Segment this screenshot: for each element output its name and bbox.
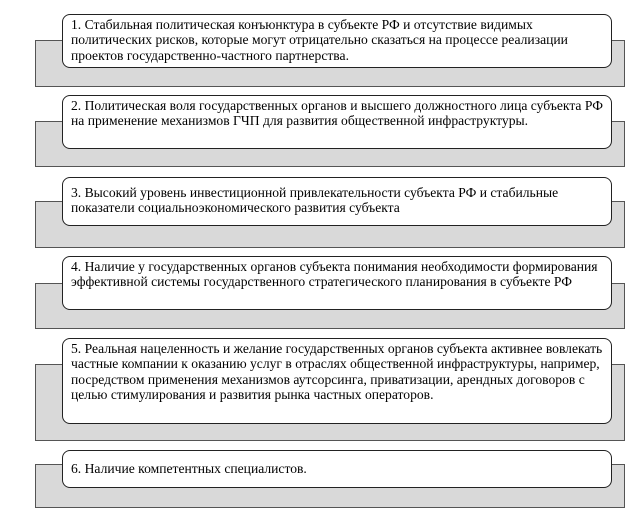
item-3-label: 3. Высокий уровень инвестиционной привлекательности субъекта РФ и стабильные показатели социальноэкономического развития субъекта (71, 185, 559, 216)
item-1-card (62, 14, 612, 68)
item-4-card (62, 256, 612, 310)
item-2-card (62, 95, 612, 149)
item-4-label: 4. Наличие у государственных органов субъекта понимания необходимости формирования эффективной системы государственного стратегического планирования в субъекте РФ (71, 259, 598, 290)
item-3-card (62, 177, 612, 226)
item-5-label: 5. Реальная нацеленность и желание государственных органов субъекта активнее вовлекать частные компании к оказанию услуг в отраслях общественной инфраструктуры, например, посредством применения механизмов аутсорсинга, приватизации, арендных договоров с целью стимулирования и развития рынка частных операторов. (71, 341, 603, 403)
item-2-label: 2. Политическая воля государственных органов и высшего должностного лица субъекта РФ на применение механизмов ГЧП для развития общественной инфраструктуры. (71, 98, 603, 129)
item-6-label: 6. Наличие компетентных специалистов. (71, 461, 307, 476)
item-5-card (62, 338, 612, 424)
item-6-card (62, 450, 612, 488)
item-1-label: 1. Стабильная политическая конъюнктура в субъекте РФ и отсутствие видимых политических рисков, которые могут отрицательно сказаться на процессе реализации проектов государственно-частного партнерства. (71, 17, 568, 63)
